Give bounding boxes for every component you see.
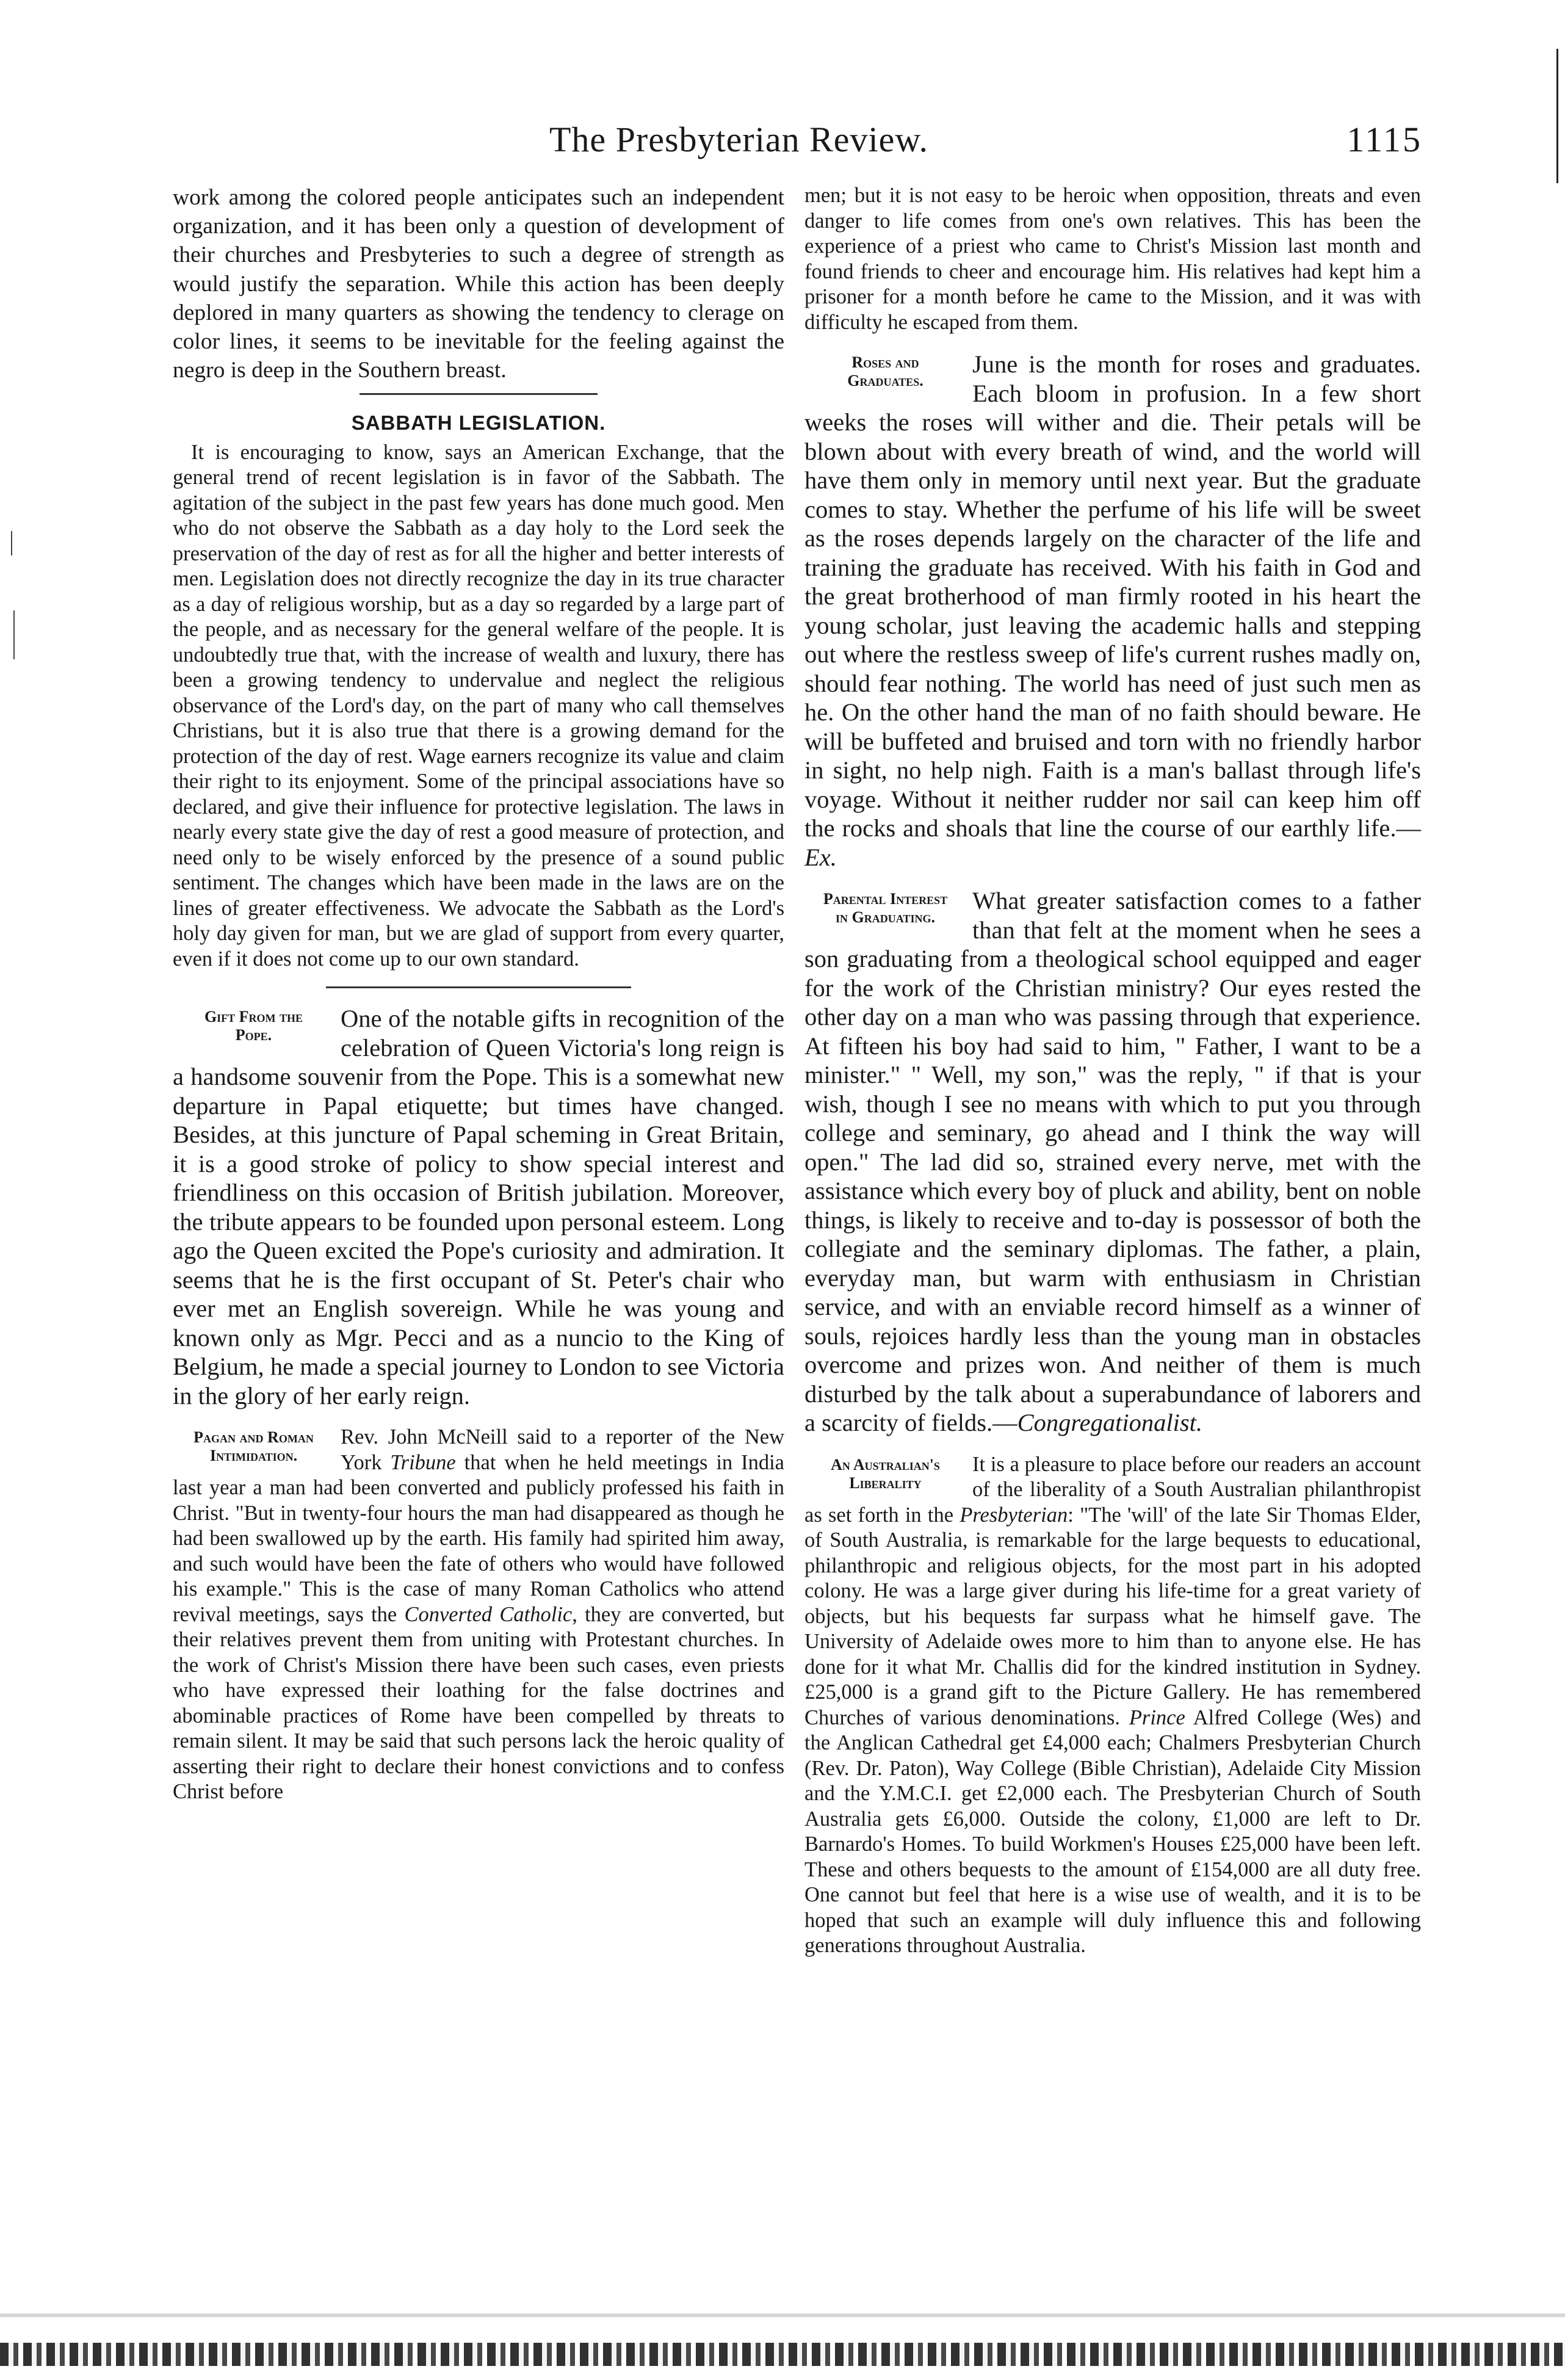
scan-edge: [0, 2313, 1565, 2317]
sidehead-gift-from-pope: [173, 1008, 334, 1044]
scan-margin-tick: [11, 531, 12, 555]
sidehead-line: Gift From the: [204, 1008, 303, 1026]
running-title: The Presbyterian Review.: [549, 120, 928, 159]
sidehead-roses-graduates: [804, 353, 966, 390]
australian-text-b: : "The 'will' of the late Sir Thomas Elder, of South Australia, is remarkable for the large bequests to educational, philanthropic and religious objects, for the most part in his adopted colony. He was a large giver during his life-time for a great variety of objects, but his bequests far surpass what he himself gave. The University of Adelaide owes more to him than to anyone else. He has done for it what Mr. Challis did for the kindred institution in Sydney. £25,000 is a grand gift to the Picture Gallery. He has remembered Churches of various denominations.: [804, 1503, 1421, 1729]
sabbath-paragraph: It is encouraging to know, says an American Exchange, that the general trend of recent legislation is in favor of the Sabbath. The agitation of the subject in the past few years has done much good. Men who do not observe the Sabbath as a day holy to the Lord seek the preservation of the day of rest as for all the higher and better interests of men. Legislation does not directly recognize the day in its true character as a day of religious worship, but as a day so regarded by a large part of the people, and as necessary for the general welfare of the people. It is undoubtedly true that, with the increase of wealth and luxury, there has been a growing tendency to undervalue and neglect the religious observance of the Lord's day, on the part of many who call themselves Christians, but it is also true that there is a growing demand for the protection of the day of rest. Wage earners recognize its value and claim their right to its enjoyment. Some of the principal associations have so declared, and give their influence for protective legislation. The laws in nearly every state give the day of rest a good measure of protection, and need only to be wisely enforced by the presence of a sound public sentiment. The changes which have been made in the laws are on the lines of greater effectiveness. We advocate the Sabbath as the Lord's holy day given for man, but we are glad of support from every quarter, even if it does not come up to our own standard.: [173, 440, 784, 971]
roses-graduates-paragraph: [804, 350, 1421, 872]
continued-paragraph: men; but it is not easy to be heroic when opposition, threats and even danger to life comes from one's own relatives. This has been the experience of a priest who came to Christ's Mission last month and found friends to cheer and encourage him. His relatives had kept him a prisoner for a month before he came to the Mission, and it was with difficulty he escaped from them.: [804, 184, 1421, 334]
roses-text: June is the month for roses and graduates. Each bloom in profusion. In a few short weeks the roses will wither and die. Their petals will be blown about with every breath of wind, and the world will have them only in memory until next year. But the graduate comes to stay. Whether the perfume of his life will be sweet as the roses depends largely on the character of the life and training the graduate has received. With his faith in God and the great brotherhood of man firmly rooted in his heart the young scholar, just leaving the academic halls and stepping out where the restless sweep of life's current rushes madly on, should fear nothing. The world has need of just such men as he. On the other hand the man of no faith should beware. He will be buffeted and bruised and torn with no friendly harbor in sight, no help nigh. Faith is a man's ballast through life's voyage. Without it neither rudder nor sail can keep him off the rocks and shoals that line the course of our earthly life.—: [804, 350, 1421, 842]
sidehead-line: Liberality: [849, 1474, 922, 1492]
spacer: [173, 1410, 784, 1425]
sidehead-australian-liberality: [804, 1456, 966, 1492]
sidehead-line: Pagan and Roman: [193, 1428, 314, 1447]
parental-interest-paragraph: [804, 886, 1421, 1438]
prince-word: Prince: [1129, 1705, 1185, 1729]
page-header: [549, 119, 1422, 174]
continued-paragraph: work among the colored people anticipates such an independent organization, and it has been only a question of development of their churches and Presbyteries to such a degree of strength as would justify the separation. While this action has been deeply deplored in many quarters as showing the tendency to clerage on color lines, it seems to be inevitable for the feeling against the negro is deep in the Southern breast.: [173, 185, 784, 383]
tribune-title: Tribune: [390, 1450, 456, 1474]
sidehead-line: in Graduating.: [836, 908, 935, 926]
gift-from-pope-paragraph: [173, 1004, 784, 1410]
pagan-intimidation-paragraph: [173, 1425, 784, 1805]
section-title-sabbath: SABBATH LEGISLATION.: [351, 411, 606, 435]
spacer: [804, 1438, 1421, 1452]
spacer: [804, 335, 1421, 350]
sidehead-line: Intimidation.: [209, 1447, 298, 1465]
pagan-text-c: , they are converted, but their relatives prevent them from uniting with Protestant churches. In the work of Christ's Mission there have been such cases, even priests who have expressed their loathing for the false doctrines and abominable practices of Rome have been compelled by threats to remain silent. It may be said that such persons lack the heroic quality of asserting their right to declare their honest convictions and to confess Christ before: [173, 1602, 785, 1804]
sidehead-line: Graduates.: [847, 372, 923, 389]
sidehead-line: Pope.: [235, 1026, 272, 1044]
australian-text-c: Alfred College (Wes) and the Anglican Cathedral get £4,000 each; Chalmers Presbyterian Church (Rev. Dr. Paton), Way College (Bible Christian), Adelaide City Mission and the Y.M.C.I. get £2,000 each. The Presbyterian Church of South Australia gets £6,000. Outside the colony, £1,000 are left to Dr. Barnardo's Homes. To build Workmen's Houses £25,000 have been left. These and others bequests to the amount of £154,000 are all duty free. One cannot but feel that here is a wise use of wealth, and it is to be hoped that such an example will duly influence this and following generations throughout Australia.: [804, 1705, 1421, 1957]
scan-margin-tick: [13, 610, 15, 659]
page-number: 1115: [1346, 120, 1422, 159]
pagan-text-b: that when he held meetings in India last year a man had been converted and publicly professed his faith in Christ. "But in twenty-four hours the man had disappeared as though he had been swallowed up by the earth. His family had spirited him away, and such would have been the fate of others who would have followed his example." This is the case of many Roman Catholics who attend revival meetings, says the: [173, 1450, 784, 1626]
sidehead-line: An Australian's: [831, 1455, 940, 1474]
scan-border-band: [0, 2343, 1565, 2366]
presbyterian-title: Presbyterian: [960, 1503, 1068, 1527]
australian-liberality-paragraph: [804, 1452, 1421, 1959]
sidehead-parental-interest: [804, 890, 966, 927]
sidehead-line: Roses and: [851, 353, 919, 371]
parental-text: What greater satisfaction comes to a father than that felt at the moment when he sees a son graduating from a theological school equipped and eager for the work of the Christian ministry? Our eyes rested the other day on a man who was passing through that experience. At fifteen his boy had said to him, " Father, I want to be a minister." " Well, my son," was the reply, " if that is your wish, though I see no means with which to put you through college and seminary, go ahead and I think the way will open." The lad did so, strained every nerve, met with the assistance which every boy of pluck and ability, bent on noble things, is likely to receive and to-day is possessor of both the collegiate and the seminary diplomas. The father, a plain, everyday man, but warm with enthusiasm in Christian service, and with an enviable record himself as a winner of souls, rejoices hardly less than the young man in obstacles overcome and prizes won. And neither of them is much disturbed by the talk about a superabundance of laborers and a scarcity of fields.—: [804, 887, 1421, 1436]
right-column: [804, 183, 1421, 1959]
australian-text-a: It is a pleasure to place before our readers an account of the liberality of a South Australian philanthropist as set forth in the: [804, 1452, 1421, 1527]
converted-catholic-title: Converted Catholic: [404, 1602, 573, 1626]
congregationalist-attribution: Congregationalist.: [1017, 1409, 1203, 1436]
ex-attribution: Ex.: [804, 843, 837, 871]
gift-text: One of the notable gifts in recognition of the celebration of Queen Victoria's long reign is a handsome souvenir from the Pope. This is a somewhat new departure in Papal etiquette; but times have changed. Besides, at this juncture of Papal scheming in Great Britain, it is a good stroke of policy to show special interest and friendliness on this occasion of British jubilation. Moreover, the tribute appears to be founded upon personal esteem. Long ago the Queen excited the Pope's curiosity and admiration. It seems that he is the first occupant of St. Peter's chair who ever met an English sovereign. While he was young and known only as Mgr. Pecci and as a nuncio to the King of Belgium, he made a special journey to London to see Victoria in the glory of her early reign.: [173, 1005, 784, 1409]
section-divider: [360, 393, 598, 395]
pagan-text-a: Rev. John McNeill said to a reporter of the New York: [341, 1425, 784, 1474]
scan-margin-mark: [1556, 49, 1558, 183]
spacer: [804, 872, 1421, 886]
sidehead-line: Parental Interest: [823, 890, 948, 908]
section-divider: [326, 986, 631, 988]
left-column: [173, 183, 784, 1805]
sidehead-pagan-roman-intimidation: [173, 1428, 334, 1465]
